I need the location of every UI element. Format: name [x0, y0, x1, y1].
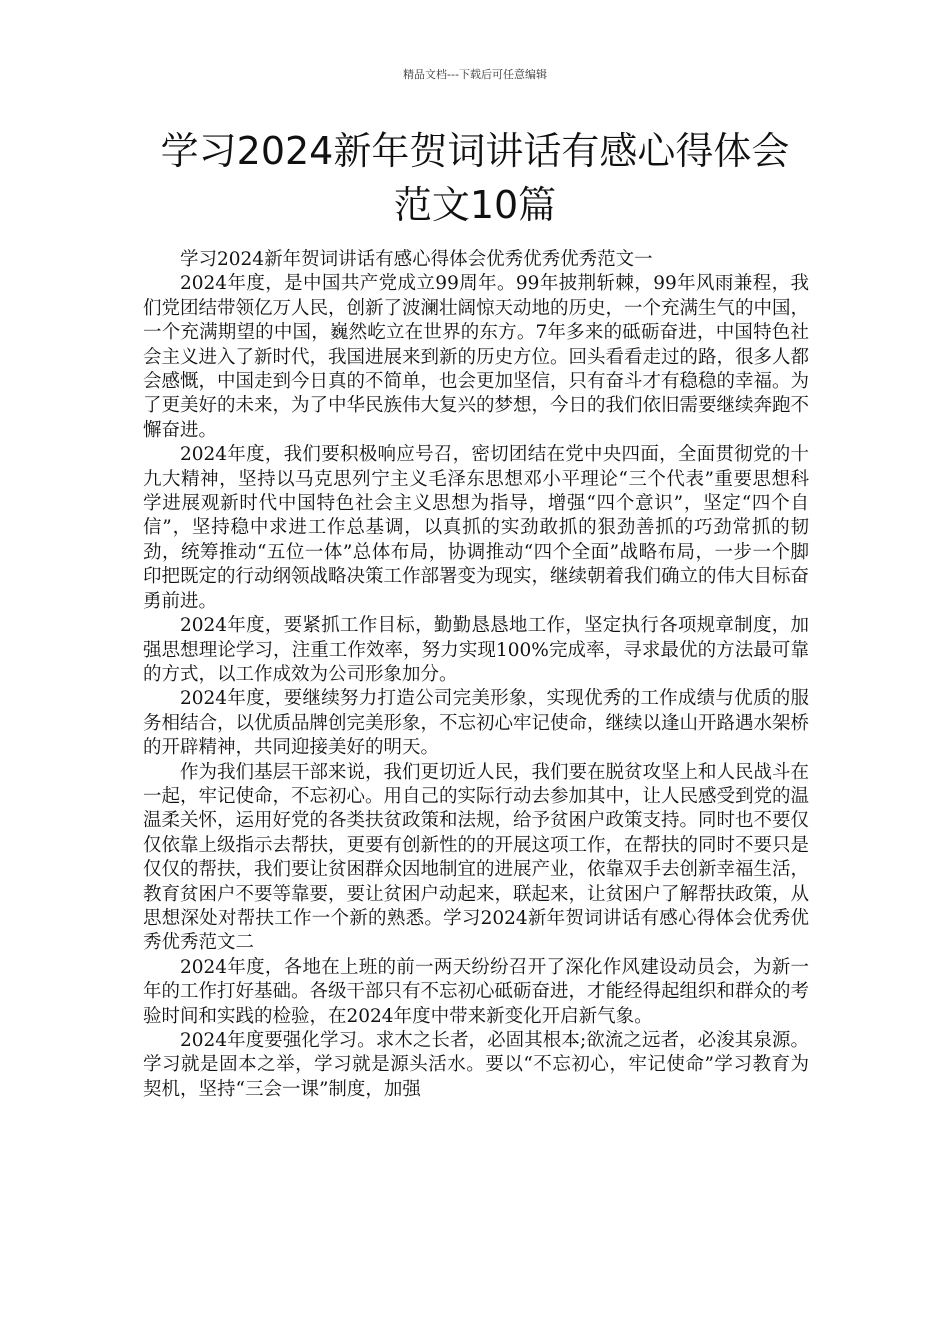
document-body — [143, 248, 809, 1102]
paragraph: 2024年度，各地在上班的前一两天纷纷召开了深化作风建设动员会，为新一年的工作打好基础。各级干部只有不忘初心砥砺奋进，才能经得起组织和群众的考验时间和实践的检验，在2024年度中带来新变化开启新气象。 — [143, 956, 810, 1027]
paragraph: 2024年度要强化学习。求木之长者，必固其根本;欲流之远者，必浚其泉源。学习就是固本之举，学习就是源头活水。要以“不忘初心，牢记使命”学习教育为契机，坚持“三会一课”制度，加强 — [143, 1030, 809, 1100]
header-note: 精品文档---下载后可任意编辑 — [403, 68, 547, 81]
document-title — [120, 124, 830, 232]
paragraph: 2024年度，要继续努力打造公司完美形象，实现优秀的工作成绩与优质的服务相结合，以优质品牌创完美形象，不忘初心牢记使命，继续以逢山开路遇水架桥的开辟精神，共同迎接美好的明天。 — [143, 688, 810, 759]
paragraph: 学习2024新年贺词讲话有感心得体会优秀优秀优秀范文一 — [180, 249, 653, 270]
title-line-2: 范文10篇 — [393, 183, 557, 227]
title-line-1: 学习2024新年贺词讲话有感心得体会 — [160, 129, 790, 173]
paragraph: 2024年度，要紧抓工作目标，勤勤恳恳地工作，坚定执行各项规章制度，加强思想理论学习，注重工作效率，努力实现100%完成率，寻求最优的方法最可靠的方式，以工作成效为公司形象加分。 — [143, 615, 809, 685]
paragraph: 作为我们基层干部来说，我们更切近人民，我们要在脱贫攻坚上和人民战斗在一起，牢记使命，不忘初心。用自己的实际行动去参加其中，让人民感受到党的温温柔关怀，运用好党的各类扶贫政策和法规，给予贫困户政策支持。同时也不要仅仅依靠上级指示去帮扶，更要有创新性的的开展这项工作，在帮扶的同时不要只是仅仅的帮扶，我们要让贫困群众因地制宜的进展产业，依靠双手去创新幸福生活，教育贫困户不要等靠要，要让贫困户动起来，联起来，让贫困户了解帮扶政策，从思想深处对帮扶工作一个新的熟悉。学习2024新年贺词讲话有感心得体会优秀优秀优秀范文二 — [143, 761, 810, 954]
paragraph: 2024年度，是中国共产党成立99周年。99年披荆斩棘，99年风雨兼程，我们党团结带领亿万人民，创新了波澜壮阔惊天动地的历史，一个充满生气的中国，一个充满期望的中国，巍然屹立在世界的东方。7年多来的砥砺奋进，中国特色社会主义进入了新时代，我国进展来到新的历史方位。回头看看走过的路，很多人都会感慨，中国走到今日真的不简单，也会更加坚信，只有奋斗才有稳稳的幸福。为了更美好的未来，为了中华民族伟大复兴的梦想，今日的我们依旧需要继续奔跑不懈奋进。 — [143, 273, 810, 441]
paragraph: 2024年度，我们要积极响应号召，密切团结在党中央四面，全面贯彻党的十九大精神，坚持以马克思列宁主义毛泽东思想邓小平理论“三个代表”重要思想科学进展观新时代中国特色社会主义思想为指导，增强“四个意识”，坚定“四个自信”，坚持稳中求进工作总基调，以真抓的实劲敢抓的狠劲善抓的巧劲常抓的韧劲，统筹推动“五位一体”总体布局，协调推动“四个全面”战略布局，一步一个脚印把既定的行动纲领战略决策工作部署变为现实，继续朝着我们确立的伟大目标奋勇前进。 — [143, 444, 810, 612]
